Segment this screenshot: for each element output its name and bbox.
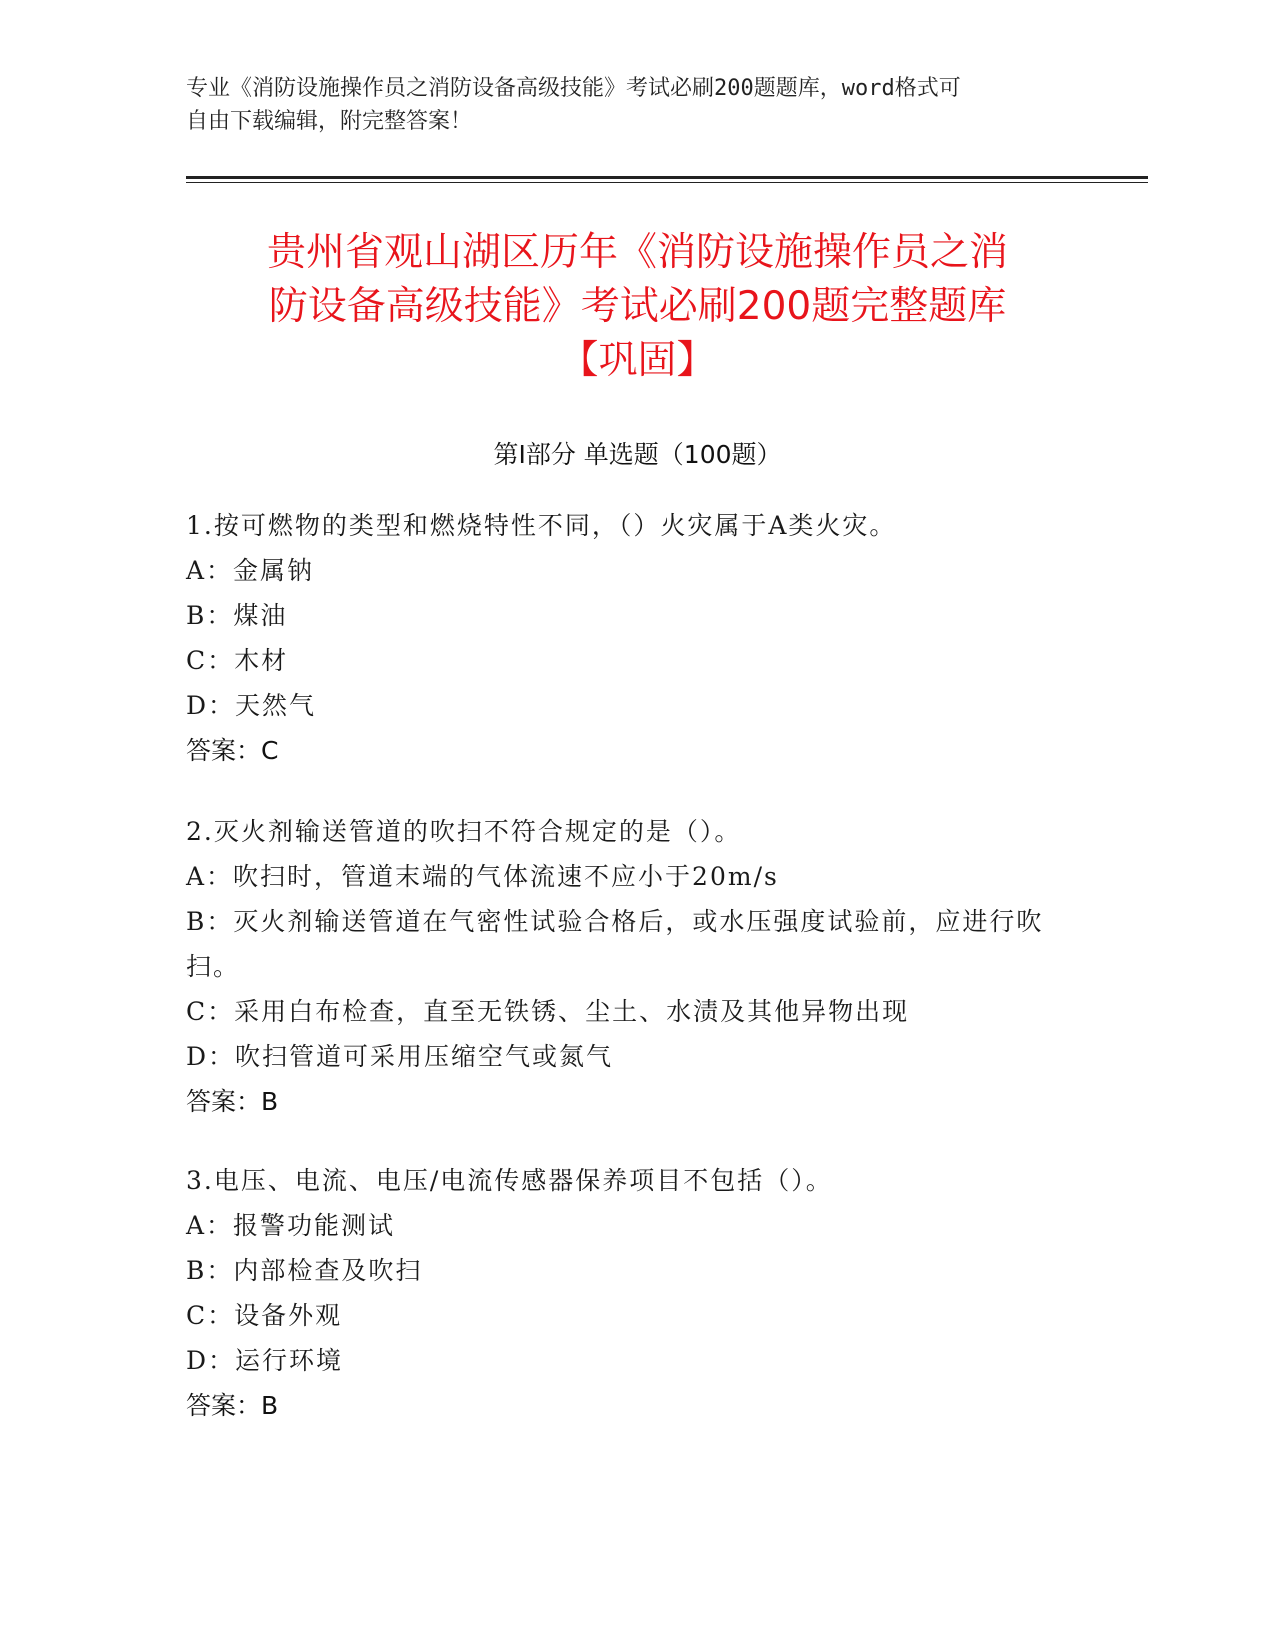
option-d: D：吹扫管道可采用压缩空气或氮气 bbox=[186, 1042, 614, 1071]
question-stem: 2.灭火剂输送管道的吹扫不符合规定的是（）。 bbox=[186, 817, 742, 846]
section-heading: 第Ⅰ部分 单选题（100题） bbox=[493, 440, 782, 469]
document-title bbox=[150, 226, 1125, 388]
option-a: A：吹扫时，管道末端的气体流速不应小于20m/s bbox=[186, 862, 779, 891]
answer: 答案：B bbox=[186, 1087, 279, 1116]
question-1 bbox=[186, 503, 1076, 773]
answer: 答案：B bbox=[186, 1391, 279, 1420]
question-3 bbox=[186, 1158, 1076, 1428]
question-stem: 1.按可燃物的类型和燃烧特性不同，（）火灾属于A类火灾。 bbox=[186, 511, 897, 540]
document-title-line-1: 贵州省观山湖区历年《消防设施操作员之消 bbox=[266, 230, 1008, 275]
document-title-line-3: 【巩固】 bbox=[559, 338, 716, 383]
header-note-line-2: 自由下载编辑，附完整答案！ bbox=[186, 109, 473, 134]
option-b: B：煤油 bbox=[186, 601, 288, 630]
header-note bbox=[186, 72, 1066, 138]
question-2 bbox=[186, 809, 1076, 1124]
document-title-line-2: 防设备高级技能》考试必刷200题完整题库 bbox=[268, 284, 1007, 329]
option-c: C：采用白布检查，直至无铁锈、尘土、水渍及其他异物出现 bbox=[186, 997, 910, 1026]
header-divider-thin bbox=[186, 182, 1148, 183]
answer: 答案：C bbox=[186, 736, 279, 765]
option-c: C：木材 bbox=[186, 646, 289, 675]
option-c: C：设备外观 bbox=[186, 1301, 343, 1330]
option-a: A：金属钠 bbox=[186, 556, 315, 585]
question-stem: 3.电压、电流、电压/电流传感器保养项目不包括（）。 bbox=[186, 1166, 833, 1195]
option-d: D：运行环境 bbox=[186, 1346, 344, 1375]
option-b: B：内部检查及吹扫 bbox=[186, 1256, 423, 1285]
option-d: D：天然气 bbox=[186, 691, 317, 720]
header-note-line-1: 专业《消防设施操作员之消防设备高级技能》考试必刷200题题库，word格式可 bbox=[186, 76, 961, 101]
header-divider-thick bbox=[186, 176, 1148, 179]
option-a: A：报警功能测试 bbox=[186, 1211, 396, 1240]
option-b: B：灭火剂输送管道在气密性试验合格后，或水压强度试验前，应进行吹扫。 bbox=[186, 907, 1044, 981]
